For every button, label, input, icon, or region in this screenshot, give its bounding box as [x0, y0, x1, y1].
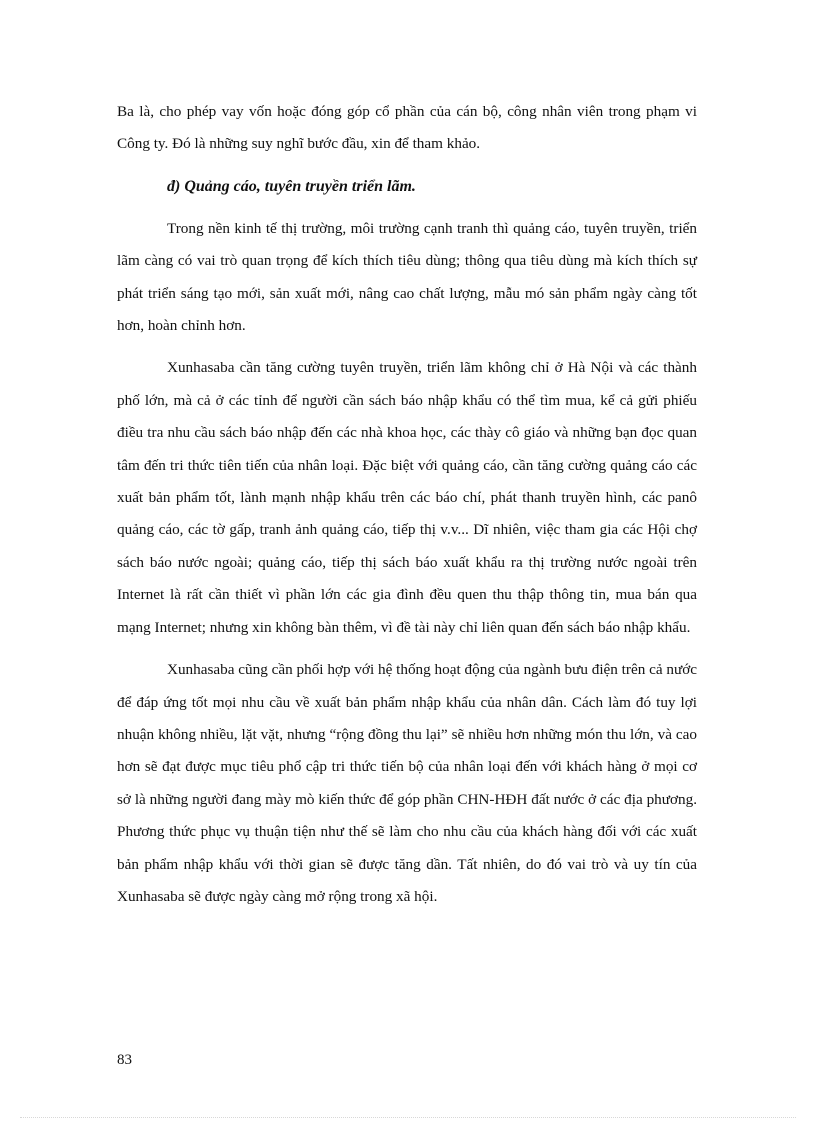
body-paragraph-2: Xunhasaba cần tăng cường tuyên truyền, triển lãm không chỉ ở Hà Nội và các thành phố lớn, mà cả ở các tỉnh để người cần sách báo nhập khẩu có thể tìm mua, kể cả gửi phiếu điều tra nhu cầu sách báo nhập đến các nhà khoa học, các thày cô giáo và những bạn đọc quan tâm đến tri thức tiên tiến của nhân loại. Đặc biệt với quảng cáo, cần tăng cường quảng cáo các xuất bản phẩm tốt, lành mạnh nhập khẩu trên các báo chí, phát thanh truyền hình, các panô quảng cáo, các tờ gấp, tranh ảnh quảng cáo, tiếp thị v.v... Dĩ nhiên, việc tham gia các Hội chợ sách báo nước ngoài; quảng cáo, tiếp thị sách báo xuất khẩu ra thị trường nước ngoài trên Internet là rất cần thiết vì phần lớn các gia đình đều quen thu thập thông tin, mua bán qua mạng Internet; nhưng xin không bàn thêm, vì đề tài này chỉ liên quan đến sách báo nhập khẩu.: [117, 359, 697, 636]
intro-paragraph: Ba là, cho phép vay vốn hoặc đóng góp cổ phần của cán bộ, công nhân viên trong phạm vi Công ty. Đó là những suy nghĩ bước đầu, xin để tham khảo.: [117, 103, 697, 153]
section-heading: đ) Quảng cáo, tuyên truyền triển lãm.: [167, 177, 416, 195]
page-number: 83: [117, 1052, 132, 1068]
body-paragraph-1: Trong nền kinh tế thị trường, môi trường cạnh tranh thì quảng cáo, tuyên truyền, triển lãm càng có vai trò quan trọng để kích thích tiêu dùng; thông qua tiêu dùng mà kích thích sự phát triển sáng tạo mới, sản xuất mới, nâng cao chất lượng, mẫu mó sản phẩm ngày càng tốt hơn, hoàn chỉnh hơn.: [117, 219, 697, 335]
document-page: [117, 96, 697, 913]
body-paragraph-3: Xunhasaba cũng cần phối hợp với hệ thống hoạt động của ngành bưu điện trên cả nước để đáp ứng tốt mọi nhu cầu về xuất bản phẩm nhập khẩu của nhân dân. Cách làm đó tuy lợi nhuận không nhiều, lặt vặt, nhưng “rộng đồng thu lại” sẽ nhiều hơn những món thu lớn, và cao hơn sẽ đạt được mục tiêu phổ cập tri thức tiến bộ của nhân loại đến với khách hàng ở mọi cơ sở là những người đang mày mò kiến thức để góp phần CHN-HĐH đất nước ở các địa phương. Phương thức phục vụ thuận tiện như thế sẽ làm cho nhu cầu của khách hàng đối với các xuất bản phẩm nhập khẩu với thời gian sẽ được tăng dần. Tất nhiên, do đó vai trò và uy tín của Xunhasaba sẽ được ngày càng mở rộng trong xã hội.: [117, 661, 697, 905]
page-bottom-divider: [20, 1117, 796, 1118]
